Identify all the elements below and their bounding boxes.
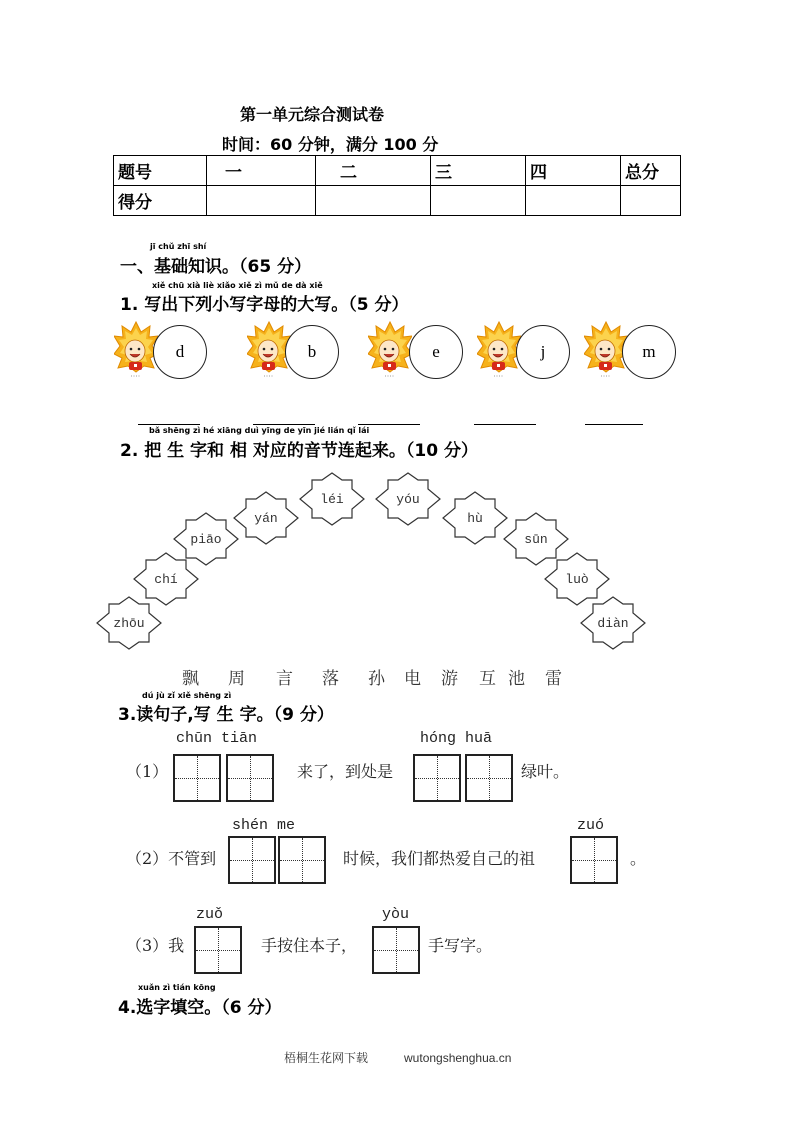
table-row-scores [114,186,681,216]
sunflower-mascot-icon [114,320,158,380]
q4-pinyin: xuǎn zì tián kōng [138,983,216,992]
q3-heading: 3.读句子,写 生 字。（9 分） [118,705,334,725]
syllable-label: yóu [396,491,420,507]
table-cell: 四 [526,156,621,186]
character[interactable]: 落 [322,669,339,689]
q3-item-text: 时候，我们都热爱自己的祖 [343,849,536,868]
q3-item-label: （1） [126,762,169,781]
syllable-label: diàn [597,615,629,631]
writing-grid[interactable] [413,754,461,802]
writing-grid[interactable] [194,926,242,974]
score-table [113,155,681,216]
writing-grid[interactable] [228,836,276,884]
syllable-label: léi [320,491,344,507]
syllable-label: zhōu [113,615,145,631]
letter-circle: d [153,325,207,379]
q3-item-text: 手写字。 [428,936,493,955]
answer-line[interactable] [138,424,200,425]
letter-circle: m [622,325,676,379]
syllable-star[interactable] [441,491,509,545]
q3-item-text: 绿叶。 [521,762,570,781]
letter-circle: b [285,325,339,379]
character[interactable]: 雷 [545,669,562,689]
syllable-star[interactable] [172,512,240,566]
score-input-cell[interactable] [621,186,681,216]
character[interactable]: 互 [479,669,496,689]
sunflower-mascot-icon [477,320,521,380]
q3-item-text: 。 [630,849,647,868]
score-input-cell[interactable] [431,186,526,216]
character-row [0,664,793,688]
syllable-label: chí [154,571,178,587]
character[interactable]: 孙 [368,669,385,689]
q3-item-label: （3）我 [126,936,185,955]
q3-item-pinyin: shén me [232,817,296,834]
character[interactable]: 游 [441,669,458,689]
page-title: 第一单元综合测试卷 [240,105,385,124]
syllable-star[interactable] [374,472,442,526]
table-cell: 二 [316,156,431,186]
page-subtitle: 时间：60 分钟，满分 100 分 [222,135,439,154]
writing-grid[interactable] [570,836,618,884]
q3-pinyin: dú jù zǐ xiě shēng zì [142,691,232,700]
writing-grid[interactable] [465,754,513,802]
footer-url[interactable]: wutongshenghua.cn [404,1051,512,1065]
answer-line[interactable] [253,424,315,425]
score-input-cell[interactable] [316,186,431,216]
table-cell: 三 [431,156,526,186]
q3-item-pinyin: chūn tiān [176,730,258,747]
sunflower-mascot-icon [368,320,412,380]
character[interactable]: 电 [404,669,421,689]
table-cell: 题号 [114,156,207,186]
q3-item-pinyin: zuó [577,817,605,834]
q2-pinyin: bǎ shēng zì hé xiāng duì yīng de yīn jié lián qǐ lái [149,426,370,435]
section1-heading: 一、基础知识。（65 分） [120,257,312,277]
score-input-cell[interactable] [207,186,316,216]
table-cell: 一 [207,156,316,186]
letter-circle: e [409,325,463,379]
answer-line[interactable] [358,424,420,425]
syllable-label: hù [467,510,483,526]
table-cell: 总分 [621,156,681,186]
q3-item-text: 手按住本子， [261,936,358,955]
answer-line[interactable] [474,424,536,425]
syllable-star[interactable] [298,472,366,526]
syllable-label: yán [254,510,278,526]
letter-circle: j [516,325,570,379]
answer-line[interactable] [585,424,643,425]
character[interactable]: 飘 [182,669,199,689]
writing-grid[interactable] [173,754,221,802]
character[interactable]: 池 [508,669,525,689]
syllable-star[interactable] [579,596,647,650]
footer [284,1049,511,1066]
q1-heading: 1. 写出下列小写字母的大写。（5 分） [120,295,409,315]
q1-pinyin: xiě chū xià liè xiǎo xiě zì mǔ de dà xiě [152,281,323,290]
q3-item-pinyin: hóng huā [420,730,493,747]
q2-heading: 2. 把 生 字和 相 对应的音节连起来。（10 分） [120,441,478,461]
writing-grid[interactable] [372,926,420,974]
character[interactable]: 言 [276,669,293,689]
writing-grid[interactable] [278,836,326,884]
score-input-cell[interactable] [526,186,621,216]
footer-site-name: 梧桐生花网下载 [284,1051,369,1065]
syllable-label: sūn [524,531,548,547]
q3-item-text: 来了，到处是 [297,762,394,781]
writing-grid[interactable] [226,754,274,802]
table-cell: 得分 [114,186,207,216]
syllable-star[interactable] [232,491,300,545]
section1-pinyin: jī chǔ zhī shí [150,242,207,251]
table-row-question-numbers [114,156,681,186]
syllable-label: piāo [190,531,222,547]
character[interactable]: 周 [228,669,245,689]
q4-heading: 4.选字填空。（6 分） [118,998,282,1018]
q3-item-label: （2）不管到 [126,849,217,868]
q3-item-pinyin: yòu [382,906,410,923]
syllable-label: luò [565,571,589,587]
q3-item-pinyin: zuǒ [196,906,224,923]
